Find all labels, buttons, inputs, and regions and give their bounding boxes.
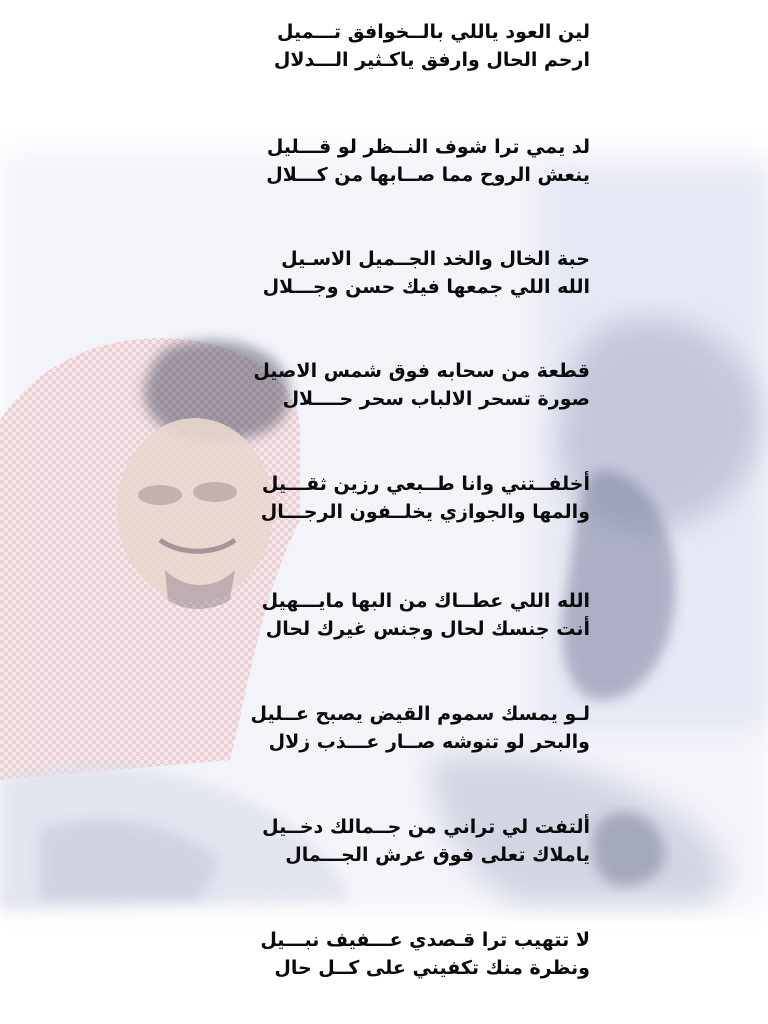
verse-line: أنت جنسك لحال وجنس غيرك لحال (265, 618, 590, 640)
verse-line: الله اللي جمعها فيك حسن وجـــلال (262, 276, 590, 298)
verse-line: ارحم الحال وارفق ياكـثير الـــدلال (273, 49, 590, 71)
verse-line: قطعة من سحابه فوق شمس الاصيل (253, 360, 590, 382)
verse-line: والمها والجوازي يخلــفون الرجـــال (260, 501, 590, 523)
stanza-4 (230, 357, 590, 413)
verse-line: ونظرة منك تكفيني على كــل حال (274, 957, 590, 979)
verse-line: أخلفــتني وانا طــبعي رزين ثقـــيل (261, 473, 590, 495)
stanza-3 (230, 245, 590, 301)
stanza-6 (230, 587, 590, 643)
verse-line: ألتفت لي تراني من جــمالك دخــيل (262, 816, 590, 838)
verse-line: لـو يمسك سموم القيض يصبح عــليل (250, 703, 590, 725)
stanza-8 (230, 813, 590, 869)
verse-line: ياملاك تعلى فوق عرش الجـــمال (285, 844, 590, 866)
verse-line: صورة تسحر الالباب سحر حــــلال (282, 388, 590, 410)
stanza-1 (230, 18, 590, 74)
stanza-9 (230, 926, 590, 982)
verse-line: لين العود ياللي بالــخوافق تـــميل (276, 21, 590, 43)
verse-line: حبة الخال والخد الجــميل الاسـيل (281, 248, 590, 270)
stanza-2 (230, 133, 590, 189)
stanza-7 (230, 700, 590, 756)
verse-line: لا تتهيب ترا قـصدي عـــفيف نبـــيل (260, 929, 590, 951)
verse-line: ينعش الروح مما صــابها من كـــلال (266, 164, 590, 186)
stanza-5 (230, 470, 590, 526)
verse-line: لد يمي ترا شوف النــظر لو قـــليل (266, 136, 590, 158)
verse-line: والبحر لو تنوشه صــار عـــذب زلال (268, 731, 590, 753)
verse-line: الله اللي عطــاك من البها مايـــهيل (261, 590, 590, 612)
